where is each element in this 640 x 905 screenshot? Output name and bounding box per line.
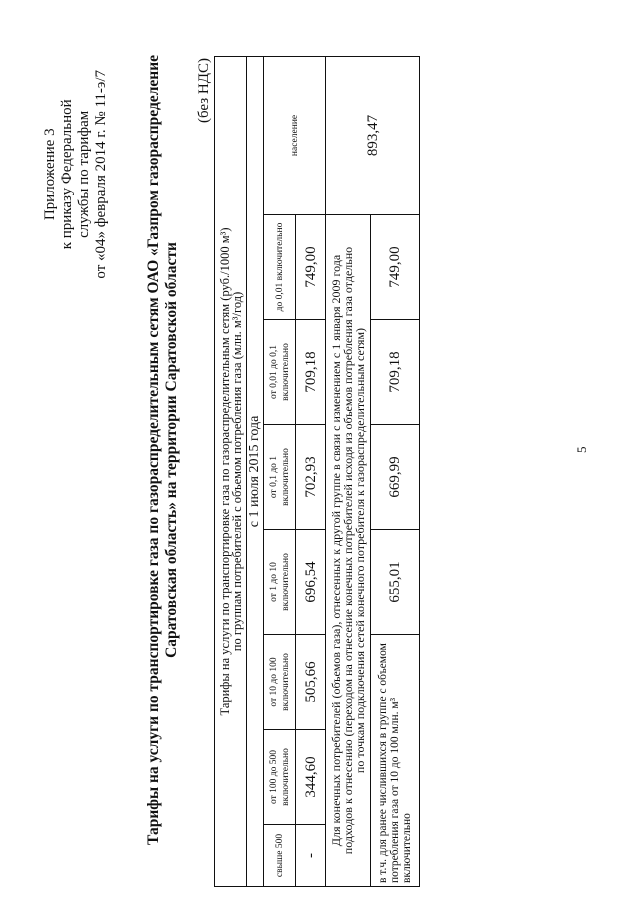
tariff-table xyxy=(214,56,420,887)
table-caption: Тарифы на услуги по транспортировке газа по газораспределительным сетям (руб./1000 м³) по группам потребителей с объемом потребления газа (млн. м³/год) xyxy=(215,56,247,886)
tariff-cell: 505,66 xyxy=(296,635,326,730)
order-date-number: от «04» февраля 2014 г. № 11-э/7 xyxy=(93,70,109,279)
vat-note: (без НДС) xyxy=(196,58,212,124)
column-header: от 0,01 до 0,1 включительно xyxy=(264,320,296,425)
tariff-cell: 344,60 xyxy=(296,730,326,825)
period-label: с 1 июля 2015 года xyxy=(247,56,264,886)
tariff-cell: 749,00 xyxy=(370,215,419,320)
tariff-cell: 696,54 xyxy=(296,530,326,635)
service-line: службы по тарифам xyxy=(76,110,92,238)
order-line: к приказу Федеральной xyxy=(59,99,75,250)
order-reference-header xyxy=(42,70,110,279)
column-header: до 0,01 включительно xyxy=(264,215,296,320)
tariff-cell: 655,01 xyxy=(370,530,419,635)
column-header: от 1 до 10 включительно xyxy=(264,530,296,635)
transition-note: Для конечных потребителей (объемов газа), отнесенных к другой группе в связи с изменением с 1 января 2009 года подходов к отнесению (переходом на отнесение конечных потребителей исходя из объемов потребления газа отдельно по точкам подключения сетей конечного потребителя к газораспределительным сетям) xyxy=(326,215,371,887)
page-number: 5 xyxy=(574,446,589,453)
tariff-cell: 749,00 xyxy=(296,215,326,320)
column-header-population: население xyxy=(264,56,326,214)
column-header: от 10 до 100 включительно xyxy=(264,635,296,730)
tariff-cell: 669,99 xyxy=(370,425,419,530)
population-tariff: 893,47 xyxy=(326,56,420,214)
tariff-cell: 709,18 xyxy=(296,320,326,425)
tariff-cell: 709,18 xyxy=(370,320,419,425)
tariff-cell: - xyxy=(296,825,326,887)
page-title: Тарифы на услуги по транспортировке газа по газораспределительным сетям ОАО «Газпром газораспределение Саратовская область» на территории Саратовской области xyxy=(145,54,180,845)
tariff-cell: 702,93 xyxy=(296,425,326,530)
row-label: в т.ч. для ранее числившихся в группе с объемом потребления газа от 10 до 100 млн. м³ включительно xyxy=(370,635,419,887)
appendix-label: Приложение 3 xyxy=(42,128,58,221)
column-header: свыше 500 xyxy=(264,825,296,887)
column-header: от 0,1 до 1 включительно xyxy=(264,425,296,530)
column-header: от 100 до 500 включительно xyxy=(264,730,296,825)
